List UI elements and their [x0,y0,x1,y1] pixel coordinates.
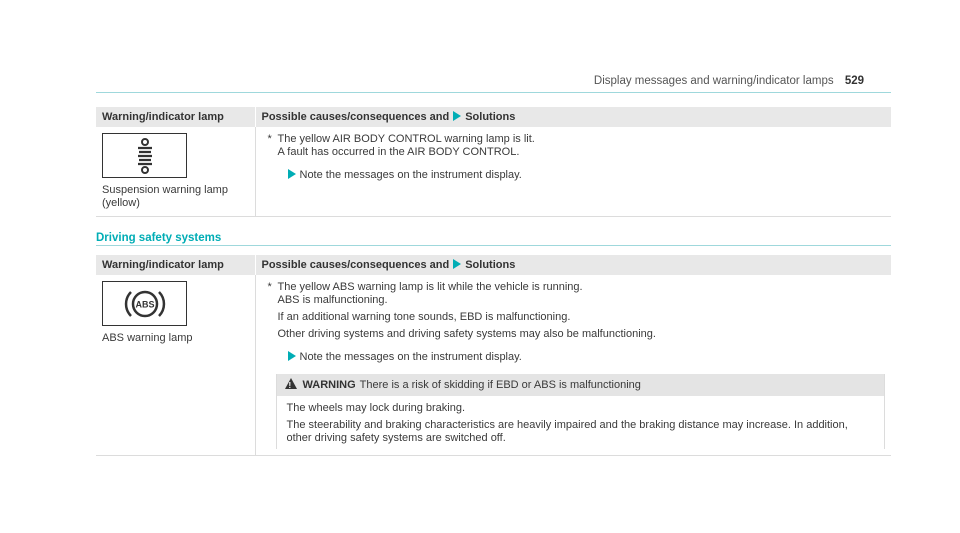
warning-text: The wheels may lock during braking. [286,402,466,414]
lamp-cell [96,127,255,217]
air-body-control-icon [102,133,187,178]
warning-text: other driving safety systems are switched off. [286,432,506,444]
table-header-row [96,107,891,127]
abs-lamp-table [96,255,891,456]
section-title: Driving safety systems [96,232,222,244]
warning-box [276,374,886,449]
causes-cell: * The yellow AIR BODY CONTROL warning lamp is lit. A fault has occurred in the AIR BODY CONTROL. Note the messages on the instrument display. [255,127,891,217]
arrow-icon [288,169,296,179]
warning-label: WARNING [302,379,356,391]
warning-text: The steerability and braking characteristics are heavily impaired and the braking distance may increase. In addition, [286,419,848,431]
page-header [594,75,864,87]
warning-triangle-icon [285,378,297,389]
page-header-title: Display messages and warning/indicator lamps [593,75,834,87]
cause-text: A fault has occurred in the AIR BODY CONTROL. [277,146,520,158]
column-lamp: Warning/indicator lamp [96,107,255,127]
section-divider [96,245,891,246]
column-lamp: Warning/indicator lamp [96,255,255,275]
warning-header [277,374,885,396]
abs-warning-icon [102,281,187,326]
arrow-icon [288,351,296,361]
arrow-icon [453,259,461,269]
lamp-label: ABS warning lamp [102,332,193,344]
page-number: 529 [844,75,864,87]
lamp-label-color: (yellow) [102,197,140,209]
table-row [96,127,891,217]
table-header-row [96,255,891,275]
suspension-lamp-table [96,107,891,217]
cause-text: ABS is malfunctioning. [277,294,388,306]
cause-text: Other driving systems and driving safety systems may also be malfunctioning. [277,328,656,340]
cause-text: If an additional warning tone sounds, EBD is malfunctioning. [277,311,571,323]
table-row [96,275,891,456]
warning-title: There is a risk of skidding if EBD or ABS is malfunctioning [359,379,641,391]
column-causes: Possible causes/consequences and Solutions [255,107,891,127]
arrow-icon [453,111,461,121]
solution-note: Note the messages on the instrument display. [268,351,886,364]
cause-text: The yellow ABS warning lamp is lit while the vehicle is running. [277,281,583,293]
causes-cell: * The yellow ABS warning lamp is lit while the vehicle is running. ABS is malfunctioning. If an additional warning tone sounds, EBD is malfunctioning. Other driving systems and driving safety systems may also be malfunctioning. Note the messages on the instrument display. !WARNING There is a risk of skidding if EBD or ABS is malfunctioning The wheels may lock during braking. The steerability and braking characteristics are heavily impaired and the braking distance may increase. In addition, other driving safety systems are switched off. [255,275,891,456]
warning-body [277,396,885,449]
header-divider [96,92,891,93]
lamp-cell [96,275,255,456]
abs-icon-text: ABS [134,299,155,309]
cause-text: The yellow AIR BODY CONTROL warning lamp is lit. [277,133,535,145]
column-causes: Possible causes/consequences and Solutions [255,255,891,275]
lamp-label: Suspension warning lamp [102,184,228,196]
solution-note: Note the messages on the instrument display. [268,169,886,182]
